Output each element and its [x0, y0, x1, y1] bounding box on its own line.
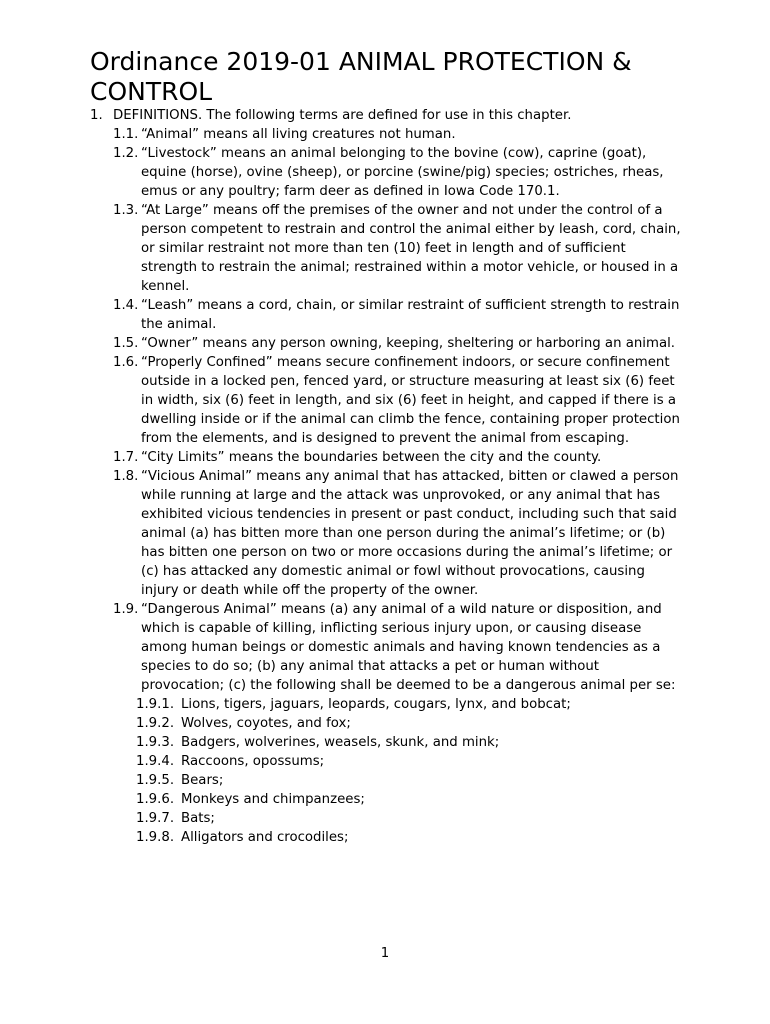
list-item [0, 790, 770, 809]
list-item [0, 201, 770, 296]
list-item [0, 733, 770, 752]
list-item [0, 106, 770, 125]
list-item [0, 771, 770, 790]
list-item-number: 1.9.7. [136, 811, 175, 826]
list-item-number: 1. [90, 108, 103, 123]
list-item [0, 125, 770, 144]
list-item-number: 1.9.1. [136, 697, 175, 712]
list-item-text: “Animal” means all living creatures not human. [141, 127, 456, 142]
list-item-number: 1.9. [113, 602, 139, 617]
list-item-text: “Owner” means any person owning, keeping, sheltering or harboring an animal. [141, 336, 676, 351]
list-item-text: “Properly Confined” means secure confinement indoors, or secure confinement outside in a locked pen, fenced yard, or structure measuring at least six (6) feet in width, six (6) feet in length, and six (6) feet in height, and capped if there is a dwelling inside or if the animal can climb the fence, containing proper protection from the elements, and is designed to prevent the animal from escaping. [141, 355, 680, 446]
list-item [0, 600, 770, 695]
list-item-number: 1.8. [113, 469, 139, 484]
list-item [0, 714, 770, 733]
list-item [0, 695, 770, 714]
list-item-number: 1.5. [113, 336, 139, 351]
page-number: 1 [380, 946, 390, 961]
list-item [0, 828, 770, 847]
list-item-text: Lions, tigers, jaguars, leopards, cougars, lynx, and bobcat; [181, 697, 571, 712]
list-item [0, 144, 770, 201]
list-item-text: DEFINITIONS. The following terms are defined for use in this chapter. [113, 108, 572, 123]
list-item [0, 296, 770, 334]
list-item [0, 467, 770, 600]
list-item-text: Badgers, wolverines, weasels, skunk, and mink; [181, 735, 500, 750]
list-item-text: “At Large” means off the premises of the owner and not under the control of a person competent to restrain and control the animal either by leash, cord, chain, or similar restraint not more than ten (10) feet in length and of sufficient strength to restrain the animal; restrained within a motor vehicle, or housed in a kennel. [141, 203, 681, 294]
list-item-number: 1.9.6. [136, 792, 175, 807]
list-item [0, 448, 770, 467]
list-item-text: “Livestock” means an animal belonging to the bovine (cow), caprine (goat), equine (horse), ovine (sheep), or porcine (swine/pig) species; ostriches, rheas, emus or any poultry; farm deer as defined in Iowa Code 170.1. [141, 146, 664, 199]
list-item [0, 334, 770, 353]
list-item-text: “Dangerous Animal” means (a) any animal of a wild nature or disposition, and which is capable of killing, inflicting serious injury upon, or causing disease among human beings or domestic animals and having known tendencies as a species to do so; (b) any animal that attacks a pet or human without provocation; (c) the following shall be deemed to be a dangerous animal per se: [141, 602, 676, 693]
list-item-number: 1.2. [113, 146, 139, 161]
list-item-number: 1.6. [113, 355, 139, 370]
list-item [0, 809, 770, 828]
list-item [0, 353, 770, 448]
definitions-list [0, 106, 770, 847]
list-item-number: 1.3. [113, 203, 139, 218]
list-item-text: Alligators and crocodiles; [181, 830, 349, 845]
list-item-number: 1.7. [113, 450, 139, 465]
list-item-text: Bats; [181, 811, 215, 826]
list-item [0, 752, 770, 771]
list-item-text: Bears; [181, 773, 224, 788]
list-item-number: 1.4. [113, 298, 139, 313]
list-item-text: “Leash” means a cord, chain, or similar restraint of sufficient strength to restrain the animal. [141, 298, 680, 332]
list-item-text: Monkeys and chimpanzees; [181, 792, 365, 807]
document-title: Ordinance 2019-01 ANIMAL PROTECTION & CONTROL [90, 47, 632, 106]
list-item-number: 1.9.4. [136, 754, 175, 769]
list-item-text: “Vicious Animal” means any animal that has attacked, bitten or clawed a person while running at large and the attack was unprovoked, or any animal that has exhibited vicious tendencies in present or past conduct, including such that said animal (a) has bitten more than one person during the animal’s lifetime; or (b) has bitten one person on two or more occasions during the animal’s lifetime; or (c) has attacked any domestic animal or fowl without provocations, causing injury or death while off the property of the owner. [141, 469, 679, 598]
list-item-text: “City Limits” means the boundaries between the city and the county. [141, 450, 602, 465]
list-item-number: 1.9.3. [136, 735, 175, 750]
list-item-number: 1.9.5. [136, 773, 175, 788]
list-item-number: 1.9.2. [136, 716, 175, 731]
list-item-number: 1.1. [113, 127, 139, 142]
list-item-number: 1.9.8. [136, 830, 175, 845]
list-item-text: Wolves, coyotes, and fox; [181, 716, 351, 731]
list-item-text: Raccoons, opossums; [181, 754, 325, 769]
